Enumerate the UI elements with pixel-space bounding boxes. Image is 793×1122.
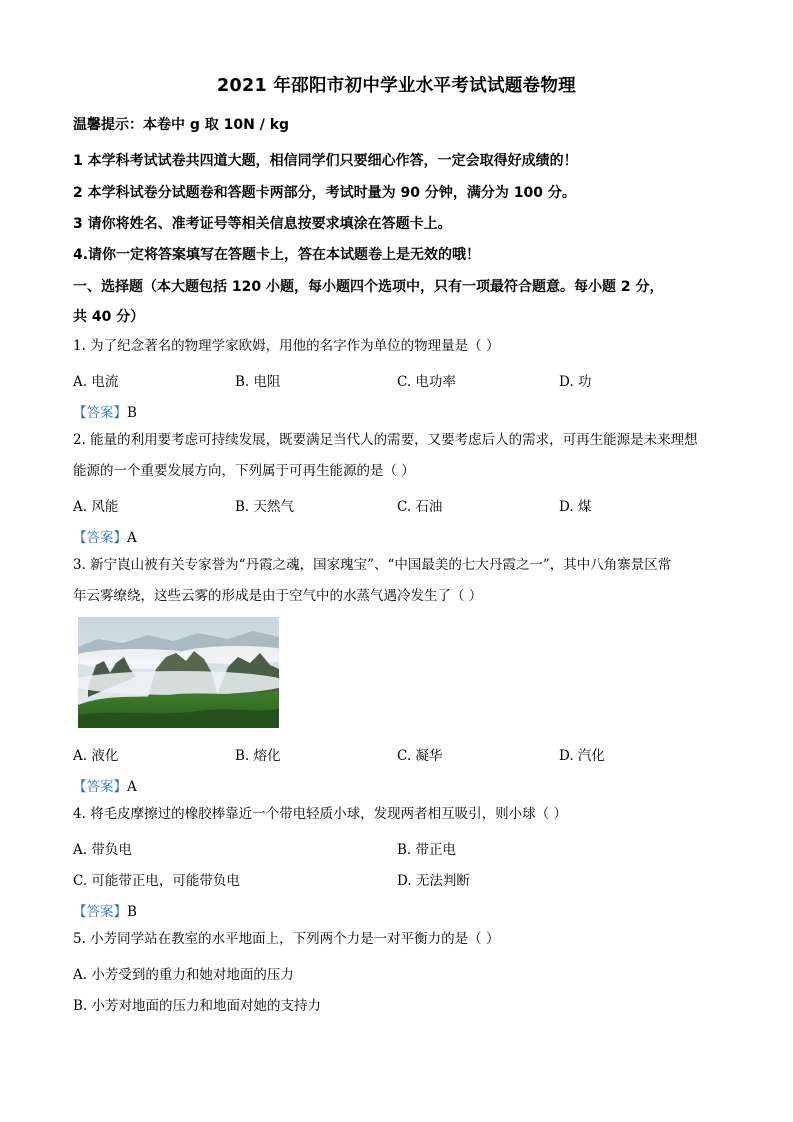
section-heading-cont: 共 40 分）: [73, 309, 145, 325]
answer-value: B: [127, 904, 137, 920]
question-5-option-b: B. 小芳对地面的压力和地面对她的支持力: [73, 998, 322, 1014]
question-2-text: 2. 能量的利用要考虑可持续发展，既要满足当代人的需要，又要考虑后人的需求，可再生能源是未来理想: [73, 432, 698, 448]
question-2-option-a: A. 风能: [73, 499, 119, 515]
answer-tag: 【答案】: [73, 779, 127, 795]
question-1-option-b: B. 电阻: [235, 374, 281, 390]
question-4-option-a: A. 带负电: [73, 842, 132, 858]
question-5-option-a: A. 小芳受到的重力和她对地面的压力: [73, 967, 294, 983]
question-4-option-b: B. 带正电: [397, 842, 457, 858]
page-title: 2021 年邵阳市初中学业水平考试试题卷物理: [217, 76, 576, 96]
question-3-option-d: D. 汽化: [559, 748, 605, 764]
note-4: 4.请你一定将答案填写在答题卡上，答在本试题卷上是无效的哦！: [73, 247, 481, 263]
note-2: 2 本学科试卷分试题卷和答题卡两部分，考试时量为 90 分钟，满分为 100 分。: [73, 185, 576, 201]
question-3-text: 3. 新宁崀山被有关专家誉为“丹霞之魂，国家瑰宝”、“中国最美的七大丹霞之一”，其中八角寨景区常: [73, 557, 672, 573]
answer-tag: 【答案】: [73, 530, 127, 546]
question-2-answer: [73, 526, 137, 546]
question-2-text-cont: 能源的一个重要发展方向，下列属于可再生能源的是（ ）: [73, 463, 415, 479]
question-1-answer: [73, 401, 137, 421]
answer-value: A: [127, 779, 137, 795]
section-heading: 一、选择题（本大题包括 120 小题，每小题四个选项中，只有一项最符合题意。每小题 2 分，: [73, 279, 664, 295]
question-4-option-d: D. 无法判断: [397, 873, 470, 889]
question-3-option-a: A. 液化: [73, 748, 119, 764]
question-5-text: 5. 小芳同学站在教室的水平地面上，下列两个力是一对平衡力的是（ ）: [73, 931, 500, 947]
note-3: 3 请你将姓名、准考证号等相关信息按要求填涂在答题卡上。: [73, 216, 452, 232]
answer-value: A: [127, 530, 137, 546]
question-1-text: 1. 为了纪念著名的物理学家欧姆，用他的名字作为单位的物理量是（ ）: [73, 338, 500, 354]
answer-value: B: [127, 405, 137, 421]
mountain-cloud-image: [78, 617, 279, 728]
question-2-option-b: B. 天然气: [235, 499, 295, 515]
question-3-option-b: B. 熔化: [235, 748, 281, 764]
note-1: 1 本学科考试试卷共四道大题，相信同学们只要细心作答，一定会取得好成绩的！: [73, 153, 578, 169]
question-2-option-d: D. 煤: [559, 499, 592, 515]
question-3-text-cont: 年云雾缭绕，这些云雾的形成是由于空气中的水蒸气遇冷发生了（ ）: [73, 588, 483, 604]
question-1-option-d: D. 功: [559, 374, 592, 390]
question-4-text: 4. 将毛皮摩擦过的橡胶棒靠近一个带电轻质小球，发现两者相互吸引，则小球（ ）: [73, 806, 567, 822]
question-3-answer: [73, 775, 137, 795]
question-3-option-c: C. 凝华: [397, 748, 443, 764]
question-2-option-c: C. 石油: [397, 499, 443, 515]
landscape-photo: [78, 617, 279, 728]
question-1-option-a: A. 电流: [73, 374, 119, 390]
answer-tag: 【答案】: [73, 904, 127, 920]
question-4-option-c: C. 可能带正电，可能带负电: [73, 873, 240, 889]
hint-text: 温馨提示：本卷中 g 取 10N / kg: [73, 117, 290, 133]
answer-tag: 【答案】: [73, 405, 127, 421]
question-4-answer: [73, 900, 137, 920]
question-1-option-c: C. 电功率: [397, 374, 456, 390]
